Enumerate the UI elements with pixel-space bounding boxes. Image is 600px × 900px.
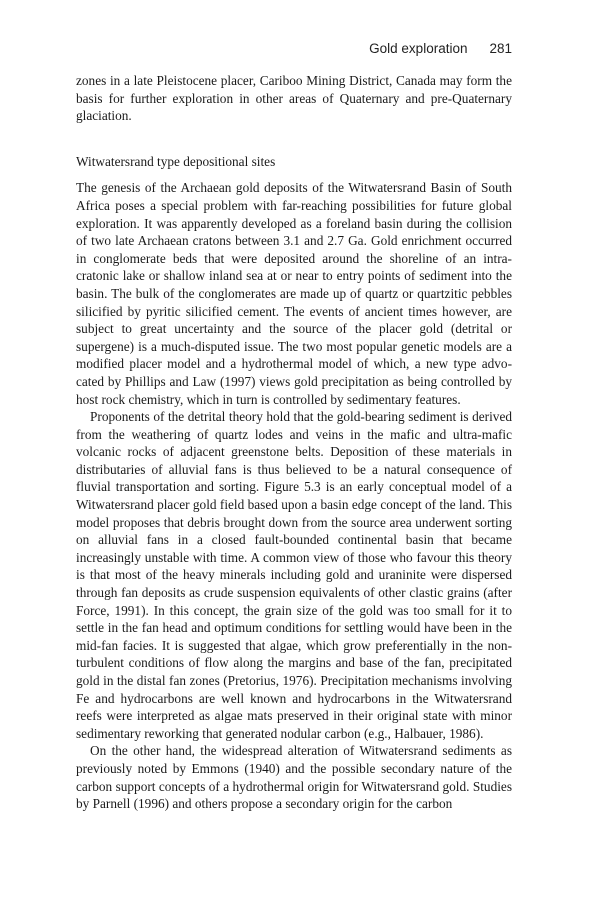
running-header-title: Gold exploration [369,41,468,56]
intro-paragraph: zones in a late Pleistocene placer, Cariboo Mining District, Canada may form the basis for further exploration in other areas of Quaternary and pre-Quaternary glaciation. [76,73,512,124]
running-header [369,41,512,56]
paragraph-genesis: The genesis of the Archaean gold deposits of the Witwatersrand Basin of South Africa poses a special problem with far-reaching possibilities for future global exploration. It was apparently developed as a foreland basin during the collision of two late Archaean cratons between 3.1 and 2.7 Ga. Gold enrichment occurred in conglomerate beds that were deposited around the shoreline of an intra-cratonic lake or shallow inland sea at or near to entry points of sediment into the basin. The bulk of the conglomerates are made up of quartz or quartzitic pebbles silicified by pyritic silicified cement. The events of ancient times however, are subject to great uncertainty and the source of the placer gold (detrital or supergene) is a much-disputed issue. The two most popular genetic models are a modified placer model and a hydrothermal model of which, a new type advo-cated by Phillips and Law (1997) views gold precipitation as being controlled by host rock chemistry, which in turn is controlled by sedimentary features. [76,180,512,407]
body-text [76,72,512,813]
paragraph-detrital-theory: Proponents of the detrital theory hold that the gold-bearing sediment is derived from the weathering of quartz lodes and veins in the mafic and ultra-mafic volcanic rocks of adjacent greenstone belts. Deposition of these materials in distributaries of alluvial fans is thus believed to be a natural consequence of fluvial transportation and sorting. Figure 5.3 is an early conceptual model of a Witwatersrand placer gold field based upon a basin edge concept of the land. This model proposes that debris brought down from the source area underwent sorting on alluvial fans in a closed fault-bounded continental basin that became increasingly unstable with time. A common view of those who favour this theory is that most of the heavy minerals including gold and uraninite were dispersed through fan deposits as crude suspension equivalents of other clastic grains (after Force, 1991). In this concept, the grain size of the gold was too small for it to settle in the fan head and optimum conditions for settling would have been in the mid-fan facies. It is suggested that algae, which grow preferentially in the non-turbulent conditions of flow along the margins and base of the fan, precipitated gold in the distal fan zones (Pretorius, 1976). Precipitation mechanisms involving Fe and hydrocarbons are well known and hydrocarbons in the Witwatersrand reefs were interpreted as algae mats preserved in their original state with minor sedimentary reworking that generated nodular carbon (e.g., Halbauer, 1986). [76,409,512,741]
section-heading: Witwatersrand type depositional sites [76,153,276,169]
paragraph-hydrothermal-origin: On the other hand, the widespread alteration of Witwatersrand sediments as previously noted by Emmons (1940) and the possible secondary nature of the carbon support concepts of a hydrothermal origin for Witwatersrand gold. Studies by Parnell (1996) and others propose a secondary origin for the carbon [76,743,512,812]
page-number: 281 [489,41,512,56]
